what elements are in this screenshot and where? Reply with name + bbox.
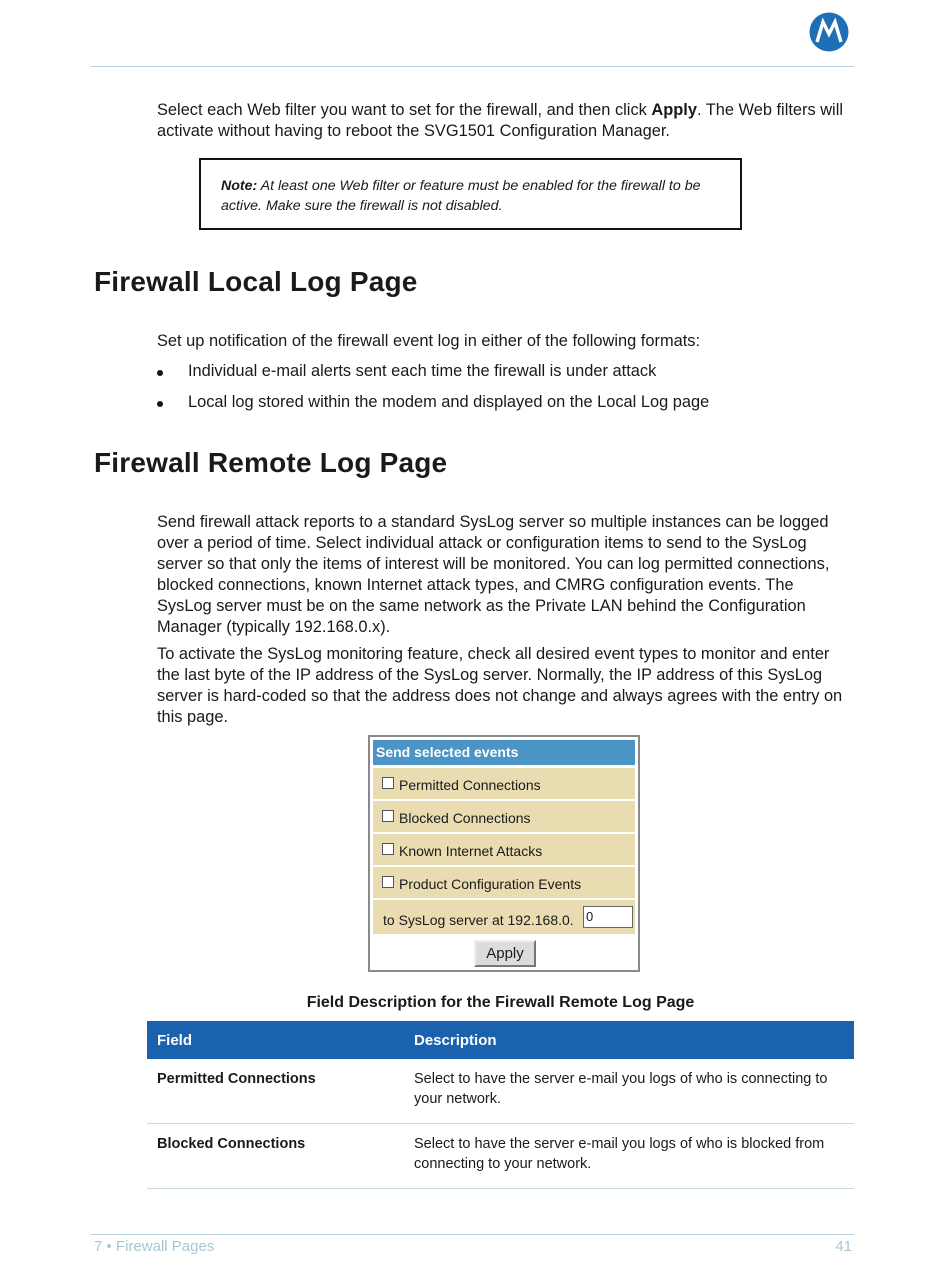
known-internet-attacks-checkbox[interactable]: [382, 843, 394, 855]
apply-button[interactable]: Apply: [474, 940, 536, 967]
form-header: Send selected events: [373, 740, 635, 765]
motorola-logo-icon: [809, 12, 849, 52]
send-events-form: [368, 735, 640, 972]
option-row: Product Configuration Events: [373, 867, 635, 898]
product-configuration-events-checkbox[interactable]: [382, 876, 394, 888]
note-text: At least one Web filter or feature must be enabled for the firewall to be active. Make sure the firewall is not disabled.: [221, 178, 701, 214]
table-row: Permitted Connections Select to have the server e-mail you logs of who is connecting to your network.: [147, 1059, 854, 1124]
ip-last-byte-input[interactable]: 0: [583, 906, 633, 928]
remote-log-paragraph-2: To activate the SysLog monitoring feature, check all desired event types to monitor and enter the last byte of the IP address of the SysLog server. Normally, the IP address of this SysLog server is hard-coded so that the address does not change and always agrees with the entry on this page.: [157, 645, 843, 726]
blocked-connections-checkbox[interactable]: [382, 810, 394, 822]
option-row: Permitted Connections: [373, 768, 635, 799]
remote-log-paragraph-1: Send firewall attack reports to a standard SysLog server so multiple instances can be logged over a period of time. Select individual attack or configuration items to send to the SysLog server so that only the items of interest will be monitored. You can log permitted connections, blocked connections, known Internet attack types, and CMRG configuration events. The SysLog server must be on the same network as the Private LAN behind the Configuration Manager (typically 192.168.0.x).: [157, 513, 830, 636]
intro-paragraph: Select each Web filter you want to set for the firewall, and then click Apply. The Web filters will activate without having to reboot the SVG1501 Configuration Manager.: [157, 101, 843, 140]
footer-section: 7 • Firewall Pages: [94, 1238, 215, 1255]
bullet-icon: [157, 401, 163, 407]
ip-label: to SysLog server at 192.168.0.: [383, 912, 574, 928]
field-description-table: [147, 1021, 854, 1189]
remote-log-heading: Firewall Remote Log Page: [94, 447, 448, 478]
bullet-icon: [157, 370, 163, 376]
footer-rule: [91, 1234, 854, 1235]
local-log-intro: Set up notification of the firewall event log in either of the following formats:: [157, 332, 701, 350]
table-caption: Field Description for the Firewall Remote Log Page: [306, 994, 695, 1011]
header-rule: [91, 66, 854, 67]
note-label: Note:: [221, 178, 258, 194]
note-box: [199, 158, 742, 230]
local-log-heading: Firewall Local Log Page: [94, 266, 418, 297]
option-row: Known Internet Attacks: [373, 834, 635, 865]
ip-row: [373, 900, 635, 934]
option-row: Blocked Connections: [373, 801, 635, 832]
footer-page-number: 41: [835, 1238, 852, 1255]
table-header: Field Description: [147, 1021, 854, 1059]
permitted-connections-checkbox[interactable]: [382, 777, 394, 789]
table-row: Blocked Connections Select to have the server e-mail you logs of who is blocked from connecting to your network.: [147, 1124, 854, 1189]
